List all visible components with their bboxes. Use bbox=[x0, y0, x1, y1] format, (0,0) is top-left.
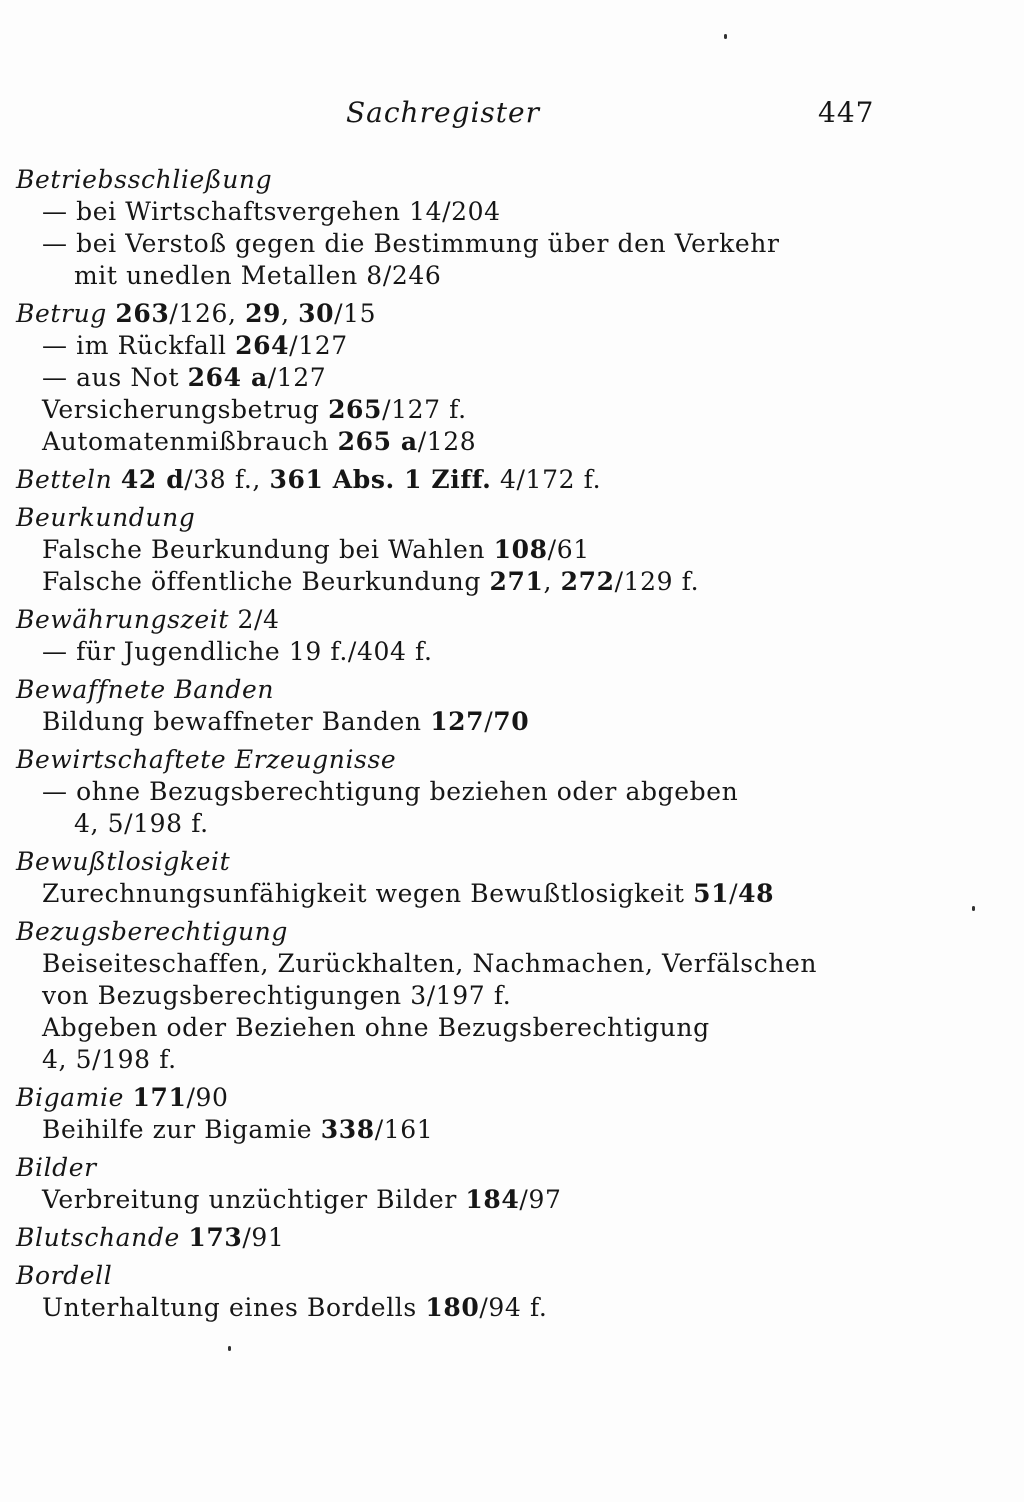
entry-headword-line bbox=[16, 674, 936, 706]
entry-headword: Bilder bbox=[16, 1153, 97, 1182]
bold-reference: 264 bbox=[235, 331, 290, 360]
text-run: Falsche Beurkundung bei Wahlen bbox=[42, 535, 494, 564]
text-run: / bbox=[484, 707, 494, 736]
text-run: Zurechnungsunfähigkeit wegen Bewußtlosigkeit bbox=[42, 879, 694, 908]
bold-reference: 361 Abs. 1 Ziff. bbox=[269, 465, 492, 494]
bold-reference: 29 bbox=[245, 299, 282, 328]
text-run: /129 f. bbox=[614, 567, 700, 596]
index-entry bbox=[16, 1082, 936, 1146]
entry-headword: Bewaffnete Banden bbox=[16, 675, 275, 704]
text-run: /127 bbox=[289, 331, 348, 360]
entry-headword-line bbox=[16, 164, 936, 196]
text-run: — bei Verstoß gegen die Bestimmung über den Verkehr bbox=[42, 229, 780, 258]
text-run: , bbox=[281, 299, 299, 328]
index-entry bbox=[16, 298, 936, 458]
text-run: — ohne Bezugsberechtigung beziehen oder abgeben bbox=[42, 777, 739, 806]
text-run: /126, bbox=[169, 299, 246, 328]
index-entry bbox=[16, 1260, 936, 1324]
index-entry bbox=[16, 744, 936, 840]
entry-references bbox=[229, 605, 280, 634]
entry-headword-line bbox=[16, 916, 936, 948]
bold-reference: 272 bbox=[560, 567, 615, 596]
entry-headword-line bbox=[16, 1222, 936, 1254]
entry-headword-line bbox=[16, 1260, 936, 1292]
index-entry bbox=[16, 464, 936, 496]
text-run: /94 f. bbox=[479, 1293, 548, 1322]
entry-headword: Betrug bbox=[16, 299, 107, 328]
scan-speck bbox=[724, 34, 727, 39]
text-run: — bei Wirtschaftsvergehen 14/204 bbox=[42, 197, 501, 226]
entry-headword: Bewirtschaftete Erzeugnisse bbox=[16, 745, 397, 774]
text-run: /128 bbox=[417, 427, 477, 456]
bold-reference: 70 bbox=[493, 707, 530, 736]
scan-speck bbox=[972, 906, 975, 911]
text-run: , bbox=[543, 567, 561, 596]
entry-subline bbox=[16, 566, 936, 598]
entry-subline bbox=[16, 260, 936, 292]
bold-reference: 108 bbox=[493, 535, 548, 564]
text-run: /127 bbox=[267, 363, 327, 392]
text-run: Bildung bewaffneter Banden bbox=[42, 707, 431, 736]
bold-reference: 184 bbox=[465, 1185, 520, 1214]
bold-reference: 127 bbox=[430, 707, 485, 736]
entry-headword: Bigamie bbox=[16, 1083, 124, 1112]
entry-headword-line bbox=[16, 502, 936, 534]
text-run: von Bezugsberechtigungen 3/197 f. bbox=[42, 981, 512, 1010]
text-run: Abgeben oder Beziehen ohne Bezugsberechtigung bbox=[42, 1013, 710, 1042]
text-run: /161 bbox=[374, 1115, 434, 1144]
entry-references bbox=[124, 1083, 229, 1112]
index-entry bbox=[16, 164, 936, 292]
entry-headword-line bbox=[16, 1152, 936, 1184]
entry-headword: Bewährungszeit bbox=[16, 605, 229, 634]
text-run: /90 bbox=[186, 1083, 229, 1112]
entry-subline bbox=[16, 878, 936, 910]
entry-references bbox=[112, 465, 601, 494]
entry-subline bbox=[16, 330, 936, 362]
running-title: Sachregister bbox=[346, 96, 540, 129]
entry-headword-line bbox=[16, 604, 936, 636]
text-run: Falsche öffentliche Beurkundung bbox=[42, 567, 490, 596]
entry-headword-line bbox=[16, 846, 936, 878]
index-entries bbox=[16, 164, 936, 1330]
entry-subline bbox=[16, 1114, 936, 1146]
text-run: 2/4 bbox=[237, 605, 280, 634]
page-number: 447 bbox=[818, 96, 875, 129]
bold-reference: 42 d bbox=[120, 465, 185, 494]
entry-headword-line bbox=[16, 744, 936, 776]
index-entry bbox=[16, 1222, 936, 1254]
running-header bbox=[0, 96, 1024, 136]
index-entry bbox=[16, 846, 936, 910]
bold-reference: 30 bbox=[298, 299, 335, 328]
entry-subline bbox=[16, 776, 936, 808]
text-run: 4/172 f. bbox=[491, 465, 602, 494]
index-entry bbox=[16, 674, 936, 738]
entry-headword-line bbox=[16, 1082, 936, 1114]
text-run: — für Jugendliche 19 f./404 f. bbox=[42, 637, 433, 666]
entry-subline bbox=[16, 1012, 936, 1044]
entry-references bbox=[107, 299, 376, 328]
text-run: Beihilfe zur Bigamie bbox=[42, 1115, 321, 1144]
text-run: — im Rückfall bbox=[42, 331, 236, 360]
entry-references bbox=[180, 1223, 285, 1252]
entry-subline bbox=[16, 636, 936, 668]
text-run: — aus Not bbox=[42, 363, 188, 392]
bold-reference: 171 bbox=[132, 1083, 187, 1112]
bold-reference: 180 bbox=[425, 1293, 480, 1322]
bold-reference: 265 a bbox=[337, 427, 418, 456]
entry-subline bbox=[16, 228, 936, 260]
text-run: /61 bbox=[547, 535, 590, 564]
entry-subline bbox=[16, 980, 936, 1012]
entry-subline bbox=[16, 426, 936, 458]
bold-reference: 264 a bbox=[187, 363, 268, 392]
text-run: Beiseiteschaffen, Zurückhalten, Nachmachen, Verfälschen bbox=[42, 949, 818, 978]
entry-subline bbox=[16, 394, 936, 426]
entry-headword: Beurkundung bbox=[16, 503, 196, 532]
bold-reference: 263 bbox=[115, 299, 170, 328]
bold-reference: 51 bbox=[693, 879, 730, 908]
bold-reference: 338 bbox=[320, 1115, 375, 1144]
bold-reference: 265 bbox=[328, 395, 383, 424]
entry-headword: Betteln bbox=[16, 465, 113, 494]
text-run: 4, 5/198 f. bbox=[74, 809, 209, 838]
entry-headword: Bewußtlosigkeit bbox=[16, 847, 231, 876]
entry-subline bbox=[16, 948, 936, 980]
entry-headword-line bbox=[16, 464, 936, 496]
index-entry bbox=[16, 502, 936, 598]
entry-headword: Bezugsberechtigung bbox=[16, 917, 288, 946]
bold-reference: 173 bbox=[188, 1223, 243, 1252]
text-run: /97 bbox=[519, 1185, 562, 1214]
text-run: /91 bbox=[242, 1223, 285, 1252]
entry-subline bbox=[16, 1184, 936, 1216]
bold-reference: 48 bbox=[738, 879, 775, 908]
entry-headword: Blutschande bbox=[16, 1223, 180, 1252]
text-run: Versicherungsbetrug bbox=[42, 395, 329, 424]
entry-headword-line bbox=[16, 298, 936, 330]
text-run: /15 bbox=[334, 299, 377, 328]
entry-headword: Bordell bbox=[16, 1261, 113, 1290]
entry-subline bbox=[16, 362, 936, 394]
text-run: /38 f., bbox=[184, 465, 270, 494]
entry-subline bbox=[16, 196, 936, 228]
text-run: /127 f. bbox=[382, 395, 467, 424]
text-run: Unterhaltung eines Bordells bbox=[42, 1293, 426, 1322]
index-entry bbox=[16, 916, 936, 1076]
index-entry bbox=[16, 1152, 936, 1216]
entry-subline bbox=[16, 1044, 936, 1076]
text-run: / bbox=[729, 879, 739, 908]
entry-subline bbox=[16, 808, 936, 840]
text-run: 4, 5/198 f. bbox=[42, 1045, 177, 1074]
entry-subline bbox=[16, 1292, 936, 1324]
scan-speck bbox=[228, 1346, 231, 1351]
text-run: Automatenmißbrauch bbox=[42, 427, 338, 456]
entry-headword: Betriebsschließung bbox=[16, 165, 273, 194]
text-run: Verbreitung unzüchtiger Bilder bbox=[42, 1185, 466, 1214]
entry-subline bbox=[16, 534, 936, 566]
text-run: mit unedlen Metallen 8/246 bbox=[74, 261, 442, 290]
entry-subline bbox=[16, 706, 936, 738]
bold-reference: 271 bbox=[489, 567, 544, 596]
index-entry bbox=[16, 604, 936, 668]
